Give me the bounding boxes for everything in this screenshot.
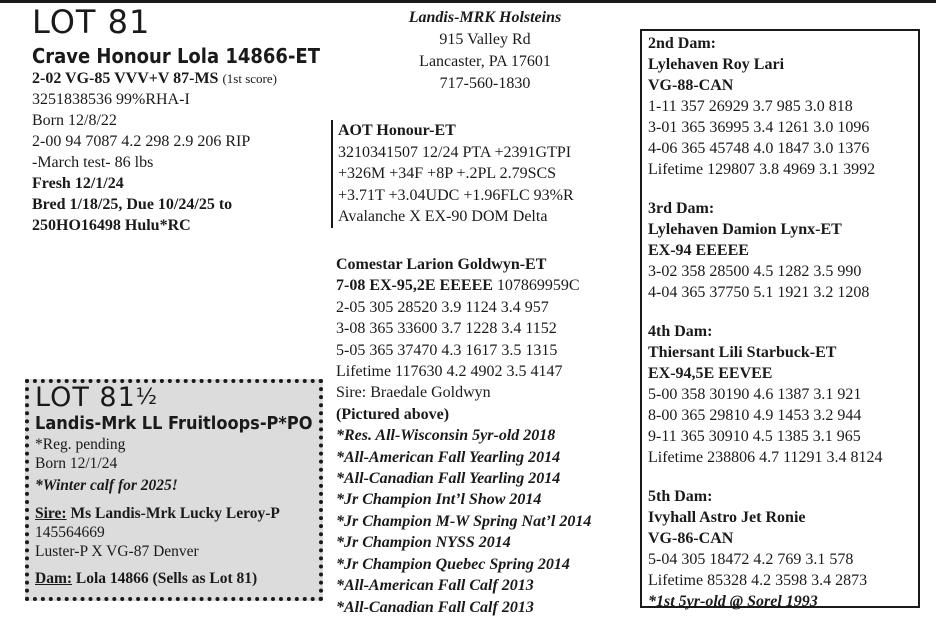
fifth-dam-record: 5-04 305 18472 4.2 769 3.1 578 <box>648 551 854 568</box>
fourth-dam-name: Thiersant Lili Starbuck-ET <box>648 344 837 361</box>
dam-honor: *All-American Fall Yearling 2014 <box>336 448 561 466</box>
spacer <box>648 303 918 321</box>
second-dam-lifetime: Lifetime 129807 3.8 4969 3.1 3992 <box>648 161 876 178</box>
lot81-half-box <box>25 379 323 601</box>
dam-lifetime: Lifetime 117630 4.2 4902 3.5 4147 <box>336 363 563 381</box>
lot81-half-sire-line <box>35 504 319 523</box>
lot81-class: 2-02 VG-85 VVV+V 87-MS <box>32 70 219 87</box>
lot81-first-score: (1st score) <box>222 71 277 86</box>
fourth-dam-record: 5-00 358 30190 4.6 1387 3.1 921 <box>648 386 862 403</box>
dam-honor: *Jr Champion M-W Spring Nat’l 2014 <box>336 512 592 530</box>
lot81-class-line <box>32 68 332 89</box>
second-dam-record: 3-01 365 36995 3.4 1261 3.0 1096 <box>648 119 870 136</box>
fourth-dam-heading: 4th Dam: <box>648 323 713 340</box>
dam-class-line <box>336 275 636 296</box>
dam-name: Comestar Larion Goldwyn-ET <box>336 256 547 273</box>
lot81-born: Born 12/8/22 <box>32 112 117 129</box>
third-dam <box>648 198 918 303</box>
third-dam-record: 3-02 358 28500 4.5 1282 3.5 990 <box>648 263 862 280</box>
fifth-dam-heading: 5th Dam: <box>648 488 713 505</box>
dam-reg: 107869959C <box>492 277 580 295</box>
lot81-half-dam-line <box>35 569 319 588</box>
fourth-dam <box>648 321 918 468</box>
lot81-half-title-text: LOT 81 <box>35 382 136 413</box>
lot81-half-sire-name: Ms Landis-Mrk Lucky Leroy-P <box>66 505 280 522</box>
dam-sire: Sire: Braedale Goldwyn <box>336 384 491 402</box>
sire-name: AOT Honour-ET <box>338 122 456 139</box>
lot81-cow-name: Crave Honour Lola 14866-ET <box>32 44 320 68</box>
second-dam-class: VG-88-CAN <box>648 77 734 94</box>
lot81-half-fraction: ½ <box>135 385 159 410</box>
lot81-half-sire-label: Sire: <box>35 505 67 522</box>
third-dam-record: 4-04 365 37750 5.1 1921 3.2 1208 <box>648 284 870 301</box>
sire-line-1: 3210341507 12/24 PTA +2391GTPI <box>338 143 572 161</box>
lot81-test: -March test- 86 lbs <box>32 154 154 171</box>
lot81-half-born: Born 12/1/24 <box>35 455 118 472</box>
dam-record: 2-05 305 28520 3.9 1124 3.4 957 <box>336 298 549 316</box>
second-dam <box>648 33 918 180</box>
dam-honor: *Jr Champion Quebec Spring 2014 <box>336 555 570 573</box>
spacer <box>648 468 918 486</box>
dam-class: 7-08 EX-95,2E EEEEE <box>336 277 493 295</box>
dam-record: 3-08 365 33600 3.7 1228 3.4 1152 <box>336 320 557 338</box>
lot81-half-title <box>35 383 319 413</box>
fifth-dam <box>648 486 918 612</box>
lot81-half-sire-pedigree: Luster-P X VG-87 Denver <box>35 543 199 560</box>
third-dam-name: Lylehaven Damion Lynx-ET <box>648 221 842 238</box>
fifth-dam-class: VG-86-CAN <box>648 530 734 547</box>
lot81-half-reg: *Reg. pending <box>35 436 126 453</box>
sire-line-2: +326M +34F +8P +.2PL 2.79SCS <box>338 165 557 182</box>
sire-line-4: Avalanche X EX-90 DOM Delta <box>338 208 548 225</box>
lot81-reg: 3251838536 99%RHA-I <box>32 91 190 108</box>
dam-honor: *Jr Champion Int’l Show 2014 <box>336 491 542 509</box>
second-dam-record: 1-11 357 26929 3.7 985 3.0 818 <box>648 98 853 115</box>
dam-block <box>336 254 636 618</box>
fourth-dam-record: 8-00 365 29810 4.9 1453 3.2 944 <box>648 407 862 424</box>
dam-record: 5-05 365 37470 4.3 1617 3.5 1315 <box>336 341 558 359</box>
lot81-half-note: *Winter calf for 2025! <box>35 477 178 494</box>
farm-header <box>380 7 590 95</box>
fifth-dam-lifetime: Lifetime 85328 4.2 3598 3.4 2873 <box>648 572 868 589</box>
ancestry-box <box>640 29 920 608</box>
dam-honor: *All-Canadian Fall Calf 2013 <box>336 598 534 616</box>
fifth-dam-honor: *1st 5yr-old @ Sorel 1993 <box>648 593 818 610</box>
lot81-half-sire-reg: 145564669 <box>35 524 105 541</box>
farm-address-2: Lancaster, PA 17601 <box>419 53 551 70</box>
lot81-block <box>32 3 332 236</box>
third-dam-heading: 3rd Dam: <box>648 200 715 217</box>
sire-block <box>331 120 628 228</box>
second-dam-name: Lylehaven Roy Lari <box>648 56 785 73</box>
lot81-half-cow-name: Landis-Mrk LL Fruitloops-P*PO <box>35 413 313 434</box>
lot81-bred-1: Bred 1/18/25, Due 10/24/25 to <box>32 196 233 213</box>
spacer <box>648 180 918 198</box>
lot81-title: LOT 81 <box>32 3 151 41</box>
dam-honor: *Jr Champion NYSS 2014 <box>336 534 511 552</box>
third-dam-class: EX-94 EEEEE <box>648 242 749 259</box>
fifth-dam-name: Ivyhall Astro Jet Ronie <box>648 509 806 526</box>
lot81-half-dam-name: Lola 14866 (Sells as Lot 81) <box>72 570 258 587</box>
dam-honor: *Res. All-Wisconsin 5yr-old 2018 <box>336 427 556 445</box>
dam-honor: *All-American Fall Calf 2013 <box>336 577 534 595</box>
fourth-dam-class: EX-94,5E EEVEE <box>648 365 773 382</box>
dam-pictured: (Pictured above) <box>336 405 450 423</box>
fourth-dam-lifetime: Lifetime 238806 4.7 11291 3.4 8124 <box>648 449 883 466</box>
lot81-fresh: Fresh 12/1/24 <box>32 175 124 192</box>
farm-address-1: 915 Valley Rd <box>439 31 531 48</box>
lot81-bred-2: 250HO16498 Hulu*RC <box>32 217 191 234</box>
dam-honor: *All-Canadian Fall Yearling 2014 <box>336 470 561 488</box>
farm-name: Landis-MRK Holsteins <box>408 9 562 26</box>
lot81-half-dam-label: Dam: <box>35 570 73 587</box>
fourth-dam-record: 9-11 365 30910 4.5 1385 3.1 965 <box>648 428 861 445</box>
lot81-record: 2-00 94 7087 4.2 298 2.9 206 RIP <box>32 133 251 150</box>
second-dam-heading: 2nd Dam: <box>648 35 717 52</box>
second-dam-record: 4-06 365 45748 4.0 1847 3.0 1376 <box>648 140 870 157</box>
farm-phone: 717-560-1830 <box>439 75 531 92</box>
sire-line-3: +3.71T +3.04UDC +1.96FLC 93%R <box>338 186 574 204</box>
